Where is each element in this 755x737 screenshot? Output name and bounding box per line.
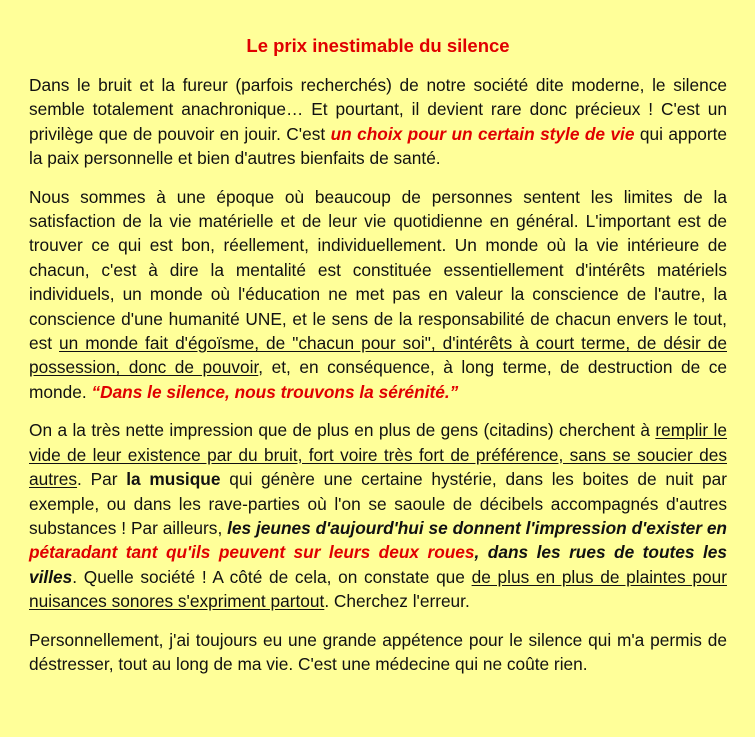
p2-quote: “Dans le silence, nous trouvons la sérénité.” bbox=[91, 381, 459, 402]
p1-text-a: Dans le bruit et la fureur (parfois recherchés) de notre société dite moderne, le silence semble totalement anachronique… Et pourtant, il devient rare donc précieux ! C'est un privilège que de pouvoir en jouir. C'est bbox=[29, 75, 727, 144]
p3-text-k: . Cherchez l'erreur. bbox=[324, 591, 470, 612]
p1-text-c: qui apporte la paix personnelle et bien d'autres bienfaits de santé. bbox=[29, 123, 727, 169]
p2-text-a: Nous sommes à une époque où beaucoup de personnes sentent les limites de la satisfaction de la vie matérielle et de leur vie quotidienne en général. L'important est de trouver ce qui est bon, réellement, individuellement. Un monde où la vie intérieure de chacun, c'est à dire la mentalité est constituée essentiellement d'intérêts matériels individuels, un monde où l'éducation ne met pas en valeur la conscience de l'autre, la conscience d'une humanité UNE, et le sens de la responsabilité de chacun envers le tout, est bbox=[29, 186, 727, 354]
p3-bold-italic-2: , dans les rues de toutes les villes bbox=[29, 542, 727, 587]
p3-text-c: . Par bbox=[77, 469, 127, 490]
p3-text-a: On a la très nette impression que de plus en plus de gens (citadins) cherchent à bbox=[29, 420, 656, 441]
p3-bold-music: la musique bbox=[126, 469, 221, 490]
paragraph-2 bbox=[29, 185, 727, 405]
p3-red-emphasis: pétaradant tant qu'ils peuvent sur leurs deux roues bbox=[29, 542, 475, 563]
p3-underlined-1: remplir le vide de leur existence par du bruit, fort voire très fort de préférence, sans se soucier des autres bbox=[29, 420, 728, 490]
paragraph-4 bbox=[29, 628, 727, 677]
p3-underlined-2: de plus en plus de plaintes pour nuisances sonores s'expriment partout bbox=[29, 566, 727, 612]
document-title: Le prix inestimable du silence bbox=[246, 35, 510, 56]
p3-text-e: qui génère une certaine hystérie, dans les boites de nuit par exemple, ou dans les rave-parties où l'on se saoule de décibels accompagnés d'autres substances ! Par ailleurs, bbox=[29, 469, 727, 538]
p1-emphasis: un choix pour un certain style de vie bbox=[330, 123, 635, 144]
p4-text-a: Personnellement, j'ai toujours eu une grande appétence pour le silence qui m'a permis de déstresser, tout au long de ma vie. C'est une médecine qui ne coûte rien. bbox=[29, 629, 727, 674]
p2-underlined: un monde fait d'égoïsme, de "chacun pour soi", d'intérêts à court terme, de désir de possession, donc de pouvoir bbox=[29, 333, 727, 378]
paragraph-3 bbox=[29, 418, 727, 613]
p2-text-c: , et, en conséquence, à long terme, de destruction de ce monde. bbox=[29, 357, 727, 402]
p3-text-i: . Quelle société ! A côté de cela, on constate que bbox=[72, 566, 472, 587]
p3-bold-italic-1: les jeunes d'aujourd'hui se donnent l'impression d'exister en bbox=[227, 517, 727, 538]
paragraph-1 bbox=[29, 73, 727, 171]
